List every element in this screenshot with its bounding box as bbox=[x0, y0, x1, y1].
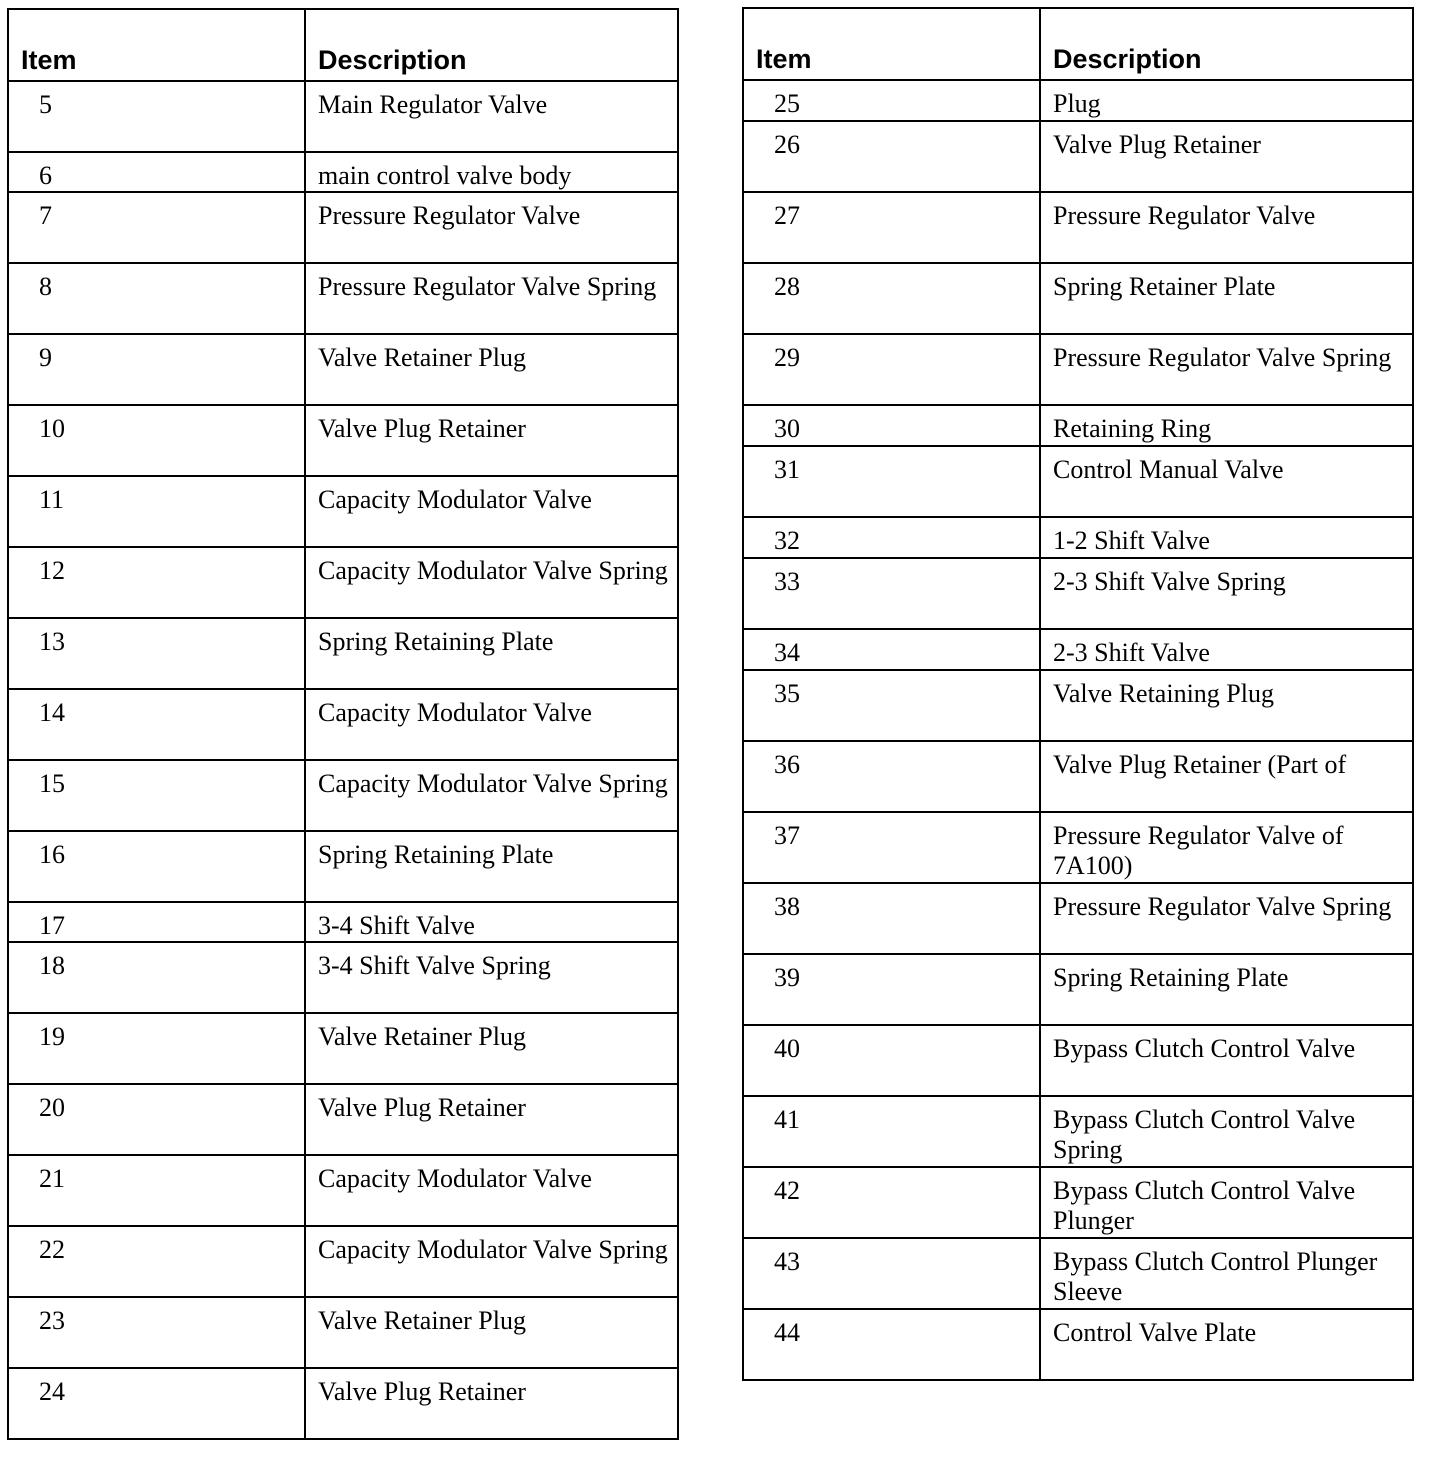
table-row bbox=[743, 263, 1413, 334]
item-number: 40 bbox=[743, 1025, 1040, 1096]
item-number: 8 bbox=[8, 263, 305, 334]
item-description: main control valve body bbox=[305, 152, 678, 192]
item-description: Pressure Regulator Valve Spring bbox=[1040, 883, 1413, 954]
item-description: Valve Retainer Plug bbox=[305, 1297, 678, 1368]
item-number: 44 bbox=[743, 1309, 1040, 1380]
table-row bbox=[743, 192, 1413, 263]
table-row bbox=[8, 476, 678, 547]
table-row bbox=[743, 1025, 1413, 1096]
item-number: 18 bbox=[8, 942, 305, 1013]
table-row bbox=[743, 558, 1413, 629]
item-number: 16 bbox=[8, 831, 305, 902]
item-description: 2-3 Shift Valve Spring bbox=[1040, 558, 1413, 629]
item-description: Bypass Clutch Control Plunger Sleeve bbox=[1040, 1238, 1413, 1309]
item-number: 23 bbox=[8, 1297, 305, 1368]
table-row bbox=[743, 629, 1413, 670]
table-row bbox=[8, 942, 678, 1013]
item-number: 28 bbox=[743, 263, 1040, 334]
description-column-header: Description bbox=[1040, 8, 1413, 80]
item-number: 19 bbox=[8, 1013, 305, 1084]
item-number: 41 bbox=[743, 1096, 1040, 1167]
item-description: Bypass Clutch Control Valve Spring bbox=[1040, 1096, 1413, 1167]
item-description: Valve Plug Retainer bbox=[305, 1368, 678, 1439]
item-description: Main Regulator Valve bbox=[305, 81, 678, 152]
item-number: 11 bbox=[8, 476, 305, 547]
item-description: Capacity Modulator Valve bbox=[305, 689, 678, 760]
header-row bbox=[743, 8, 1413, 80]
table-row bbox=[8, 1013, 678, 1084]
table-row bbox=[743, 954, 1413, 1025]
table-row bbox=[743, 405, 1413, 446]
item-number: 12 bbox=[8, 547, 305, 618]
parts-table-right bbox=[742, 7, 1414, 1381]
item-description: 1-2 Shift Valve bbox=[1040, 517, 1413, 558]
item-description: Pressure Regulator Valve bbox=[1040, 192, 1413, 263]
item-number: 14 bbox=[8, 689, 305, 760]
item-number: 37 bbox=[743, 812, 1040, 883]
item-description: 2-3 Shift Valve bbox=[1040, 629, 1413, 670]
item-number: 39 bbox=[743, 954, 1040, 1025]
item-number: 29 bbox=[743, 334, 1040, 405]
table-row bbox=[743, 1096, 1413, 1167]
item-description: 3-4 Shift Valve Spring bbox=[305, 942, 678, 1013]
item-number: 32 bbox=[743, 517, 1040, 558]
table-row bbox=[8, 1226, 678, 1297]
item-description: Spring Retaining Plate bbox=[305, 831, 678, 902]
item-description: Pressure Regulator Valve of 7A100) bbox=[1040, 812, 1413, 883]
item-number: 43 bbox=[743, 1238, 1040, 1309]
item-description: Spring Retaining Plate bbox=[1040, 954, 1413, 1025]
item-description: Plug bbox=[1040, 80, 1413, 121]
item-description: Retaining Ring bbox=[1040, 405, 1413, 446]
table-row bbox=[8, 1084, 678, 1155]
item-column-header: Item bbox=[8, 9, 305, 81]
table-row bbox=[8, 618, 678, 689]
item-number: 27 bbox=[743, 192, 1040, 263]
parts-table-left bbox=[7, 8, 679, 1440]
table-row bbox=[743, 517, 1413, 558]
item-description: Pressure Regulator Valve bbox=[305, 192, 678, 263]
table-row bbox=[8, 760, 678, 831]
item-description: Valve Plug Retainer (Part of bbox=[1040, 741, 1413, 812]
table-row bbox=[743, 1238, 1413, 1309]
item-description: Capacity Modulator Valve Spring bbox=[305, 1226, 678, 1297]
item-number: 31 bbox=[743, 446, 1040, 517]
item-number: 30 bbox=[743, 405, 1040, 446]
item-number: 7 bbox=[8, 192, 305, 263]
table-row bbox=[8, 1297, 678, 1368]
table-row bbox=[8, 263, 678, 334]
description-column-header: Description bbox=[305, 9, 678, 81]
item-description: Valve Retainer Plug bbox=[305, 334, 678, 405]
item-number: 5 bbox=[8, 81, 305, 152]
item-number: 38 bbox=[743, 883, 1040, 954]
table-row bbox=[8, 152, 678, 192]
item-description: Control Valve Plate bbox=[1040, 1309, 1413, 1380]
table-row bbox=[743, 670, 1413, 741]
item-number: 26 bbox=[743, 121, 1040, 192]
item-description: Spring Retainer Plate bbox=[1040, 263, 1413, 334]
table-row bbox=[743, 80, 1413, 121]
item-number: 13 bbox=[8, 618, 305, 689]
item-number: 42 bbox=[743, 1167, 1040, 1238]
item-number: 34 bbox=[743, 629, 1040, 670]
item-number: 17 bbox=[8, 902, 305, 942]
item-number: 6 bbox=[8, 152, 305, 192]
item-description: Spring Retaining Plate bbox=[305, 618, 678, 689]
item-description: Valve Plug Retainer bbox=[305, 1084, 678, 1155]
item-number: 9 bbox=[8, 334, 305, 405]
table-row bbox=[8, 405, 678, 476]
item-description: Capacity Modulator Valve bbox=[305, 1155, 678, 1226]
table-row bbox=[8, 547, 678, 618]
table-row bbox=[8, 689, 678, 760]
item-number: 10 bbox=[8, 405, 305, 476]
item-description: 3-4 Shift Valve bbox=[305, 902, 678, 942]
item-description: Capacity Modulator Valve Spring bbox=[305, 547, 678, 618]
item-description: Bypass Clutch Control Valve bbox=[1040, 1025, 1413, 1096]
item-description: Valve Plug Retainer bbox=[305, 405, 678, 476]
table-row bbox=[743, 121, 1413, 192]
item-number: 35 bbox=[743, 670, 1040, 741]
item-description: Capacity Modulator Valve bbox=[305, 476, 678, 547]
table-row bbox=[8, 192, 678, 263]
table-row bbox=[743, 883, 1413, 954]
item-description: Bypass Clutch Control Valve Plunger bbox=[1040, 1167, 1413, 1238]
table-row bbox=[8, 334, 678, 405]
table-row bbox=[8, 831, 678, 902]
item-description: Valve Retainer Plug bbox=[305, 1013, 678, 1084]
table-row bbox=[8, 1368, 678, 1439]
item-description: Control Manual Valve bbox=[1040, 446, 1413, 517]
item-number: 21 bbox=[8, 1155, 305, 1226]
item-number: 24 bbox=[8, 1368, 305, 1439]
table-row bbox=[743, 1167, 1413, 1238]
table-row bbox=[8, 81, 678, 152]
item-number: 36 bbox=[743, 741, 1040, 812]
item-description: Capacity Modulator Valve Spring bbox=[305, 760, 678, 831]
table-row bbox=[743, 812, 1413, 883]
item-column-header: Item bbox=[743, 8, 1040, 80]
table-row bbox=[743, 446, 1413, 517]
table-row bbox=[8, 1155, 678, 1226]
item-number: 33 bbox=[743, 558, 1040, 629]
item-description: Valve Plug Retainer bbox=[1040, 121, 1413, 192]
item-description: Pressure Regulator Valve Spring bbox=[1040, 334, 1413, 405]
item-description: Valve Retaining Plug bbox=[1040, 670, 1413, 741]
table-row bbox=[743, 1309, 1413, 1380]
item-number: 25 bbox=[743, 80, 1040, 121]
table-row bbox=[743, 741, 1413, 812]
item-number: 15 bbox=[8, 760, 305, 831]
table-row bbox=[8, 902, 678, 942]
header-row bbox=[8, 9, 678, 81]
table-row bbox=[743, 334, 1413, 405]
item-number: 20 bbox=[8, 1084, 305, 1155]
item-number: 22 bbox=[8, 1226, 305, 1297]
item-description: Pressure Regulator Valve Spring bbox=[305, 263, 678, 334]
